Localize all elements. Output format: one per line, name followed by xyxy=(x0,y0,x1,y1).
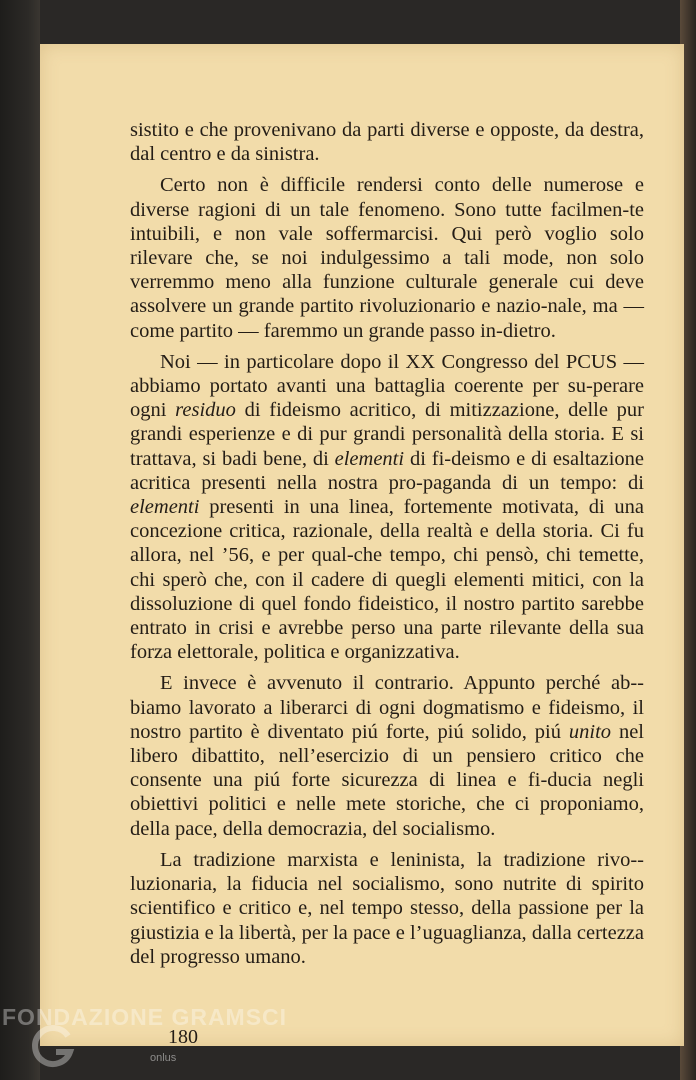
text-run: La tradizione marxista e leninista, la tradizione rivo-luzionaria, la fiducia nel socialismo, sono nutrite di spirito scientifico e critico e, nel tempo stesso, della passione per la giustizia e la libertà, per la pace e l’uguaglianza, dalla certezza del progresso umano. xyxy=(130,848,644,968)
italic-word: elementi xyxy=(130,496,200,519)
text-run: Certo non è difficile rendersi conto delle numerose e diverse ragioni di un tale fenomeno. Sono tutte facilmen-te intuibili, e non vale soffermarcisi. Qui però voglio solo rilevare che, se noi indulgessimo a tali mode, non solo verremmo meno alla funzione culturale generale cui deve assolvere un grande partito rivoluzionario e nazio-nale, ma — come partito — faremmo un grande passo in-dietro. xyxy=(130,174,644,342)
text-run: Noi — in particolare dopo il XX Congresso del PCUS — abbiamo portato avanti una battaglia coerente per su-perare ogni xyxy=(130,350,644,422)
page-number: 180 xyxy=(168,1026,198,1048)
text-run: E invece è avvenuto il contrario. Appunto perché ab-biamo lavorato a liberarci di ogni dogmatismo e fideismo, il nostro partito è diventato piú forte, piú solido, piú xyxy=(130,672,644,743)
paragraph xyxy=(130,350,644,665)
book-page xyxy=(40,44,684,1046)
body-text xyxy=(130,118,644,976)
paragraph xyxy=(130,848,644,969)
paragraph xyxy=(130,671,644,840)
text-run: di fideismo acritico, di mitizzazione, delle pur grandi esperienze e di pur grandi personalità della storia. E si trattava, si badi bene, di xyxy=(130,399,645,470)
paragraph xyxy=(130,118,644,166)
text-run: sistito e che provenivano da parti diverse e opposte, da destra, dal centro e da sinistra. xyxy=(130,119,644,166)
italic-word: elementi xyxy=(334,447,405,470)
italic-word: residuo xyxy=(175,399,236,422)
paragraph xyxy=(130,173,644,342)
text-run: nel libero dibattito, nell’esercizio di un pensiero critico che consente una piú forte sicurezza di linea e fi-ducia negli obiettivi politici e nelle mete storiche, che ci proponiamo, della pace, della democrazia, del socialismo. xyxy=(130,720,644,840)
watermark-sub: onlus xyxy=(150,1052,177,1064)
text-run: di fi-deismo e di esaltazione acritica presenti nella nostra pro-paganda di un tempo: di xyxy=(130,447,644,494)
text-run: presenti in una linea, fortemente motivata, di una concezione critica, razionale, della realtà e della storia. Ci fu allora, nel ’56, e per qual-che tempo, chi pensò, chi temette, chi sperò che, con il cadere di quegli elementi mitici, con la dissoluzione di quel fondo fideistico, il nostro partito sarebbe entrato in crisi e avrebbe perso una parte rilevante della sua forza elettorale, politica e organizzativa. xyxy=(130,496,644,664)
watermark-title: FONDAZIONE GRAMSCI xyxy=(2,1004,288,1030)
scanner-background xyxy=(0,0,40,1080)
italic-word: unito xyxy=(568,720,612,743)
